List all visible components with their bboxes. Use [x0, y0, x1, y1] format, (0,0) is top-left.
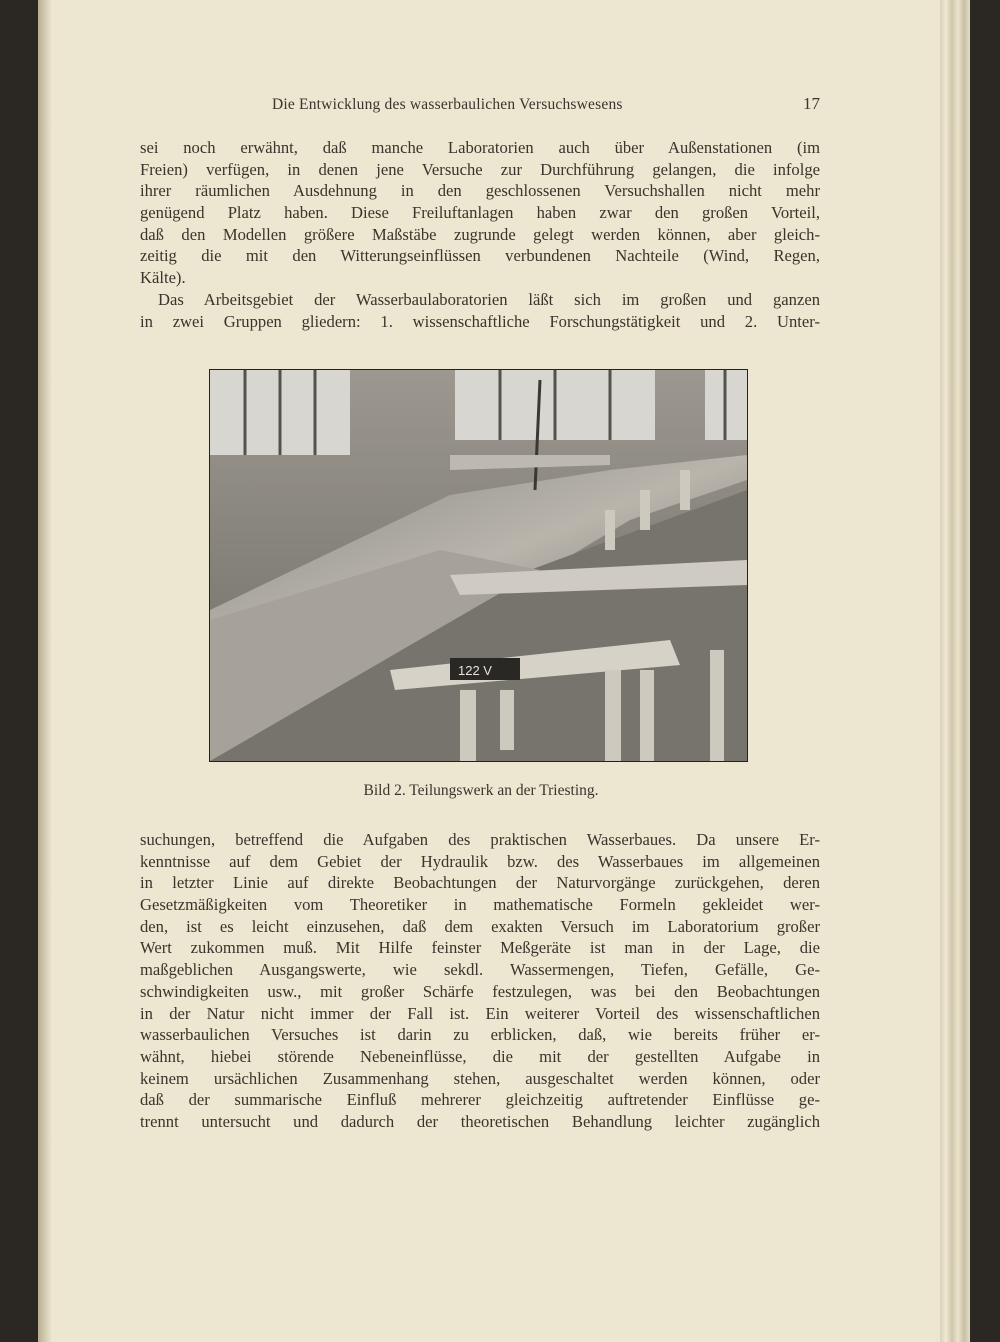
text-line: trennt untersucht und dadurch der theoretischen Behandlung leichter zugänglich: [140, 1111, 820, 1131]
text-line: schwindigkeiten usw., mit großer Schärfe festzulegen, was bei den Beobachtungen: [140, 981, 820, 1001]
page-number: 17: [803, 94, 820, 113]
text-line: wasserbaulichen Versuches ist darin zu erblicken, daß, wie bereits früher er-: [140, 1025, 820, 1045]
text-line: ihrer räumlichen Ausdehnung in den geschlossenen Versuchshallen nicht mehr: [140, 181, 820, 201]
text-line: daß der summarische Einfluß mehrerer gleichzeitig auftretender Einflüsse ge-: [140, 1090, 820, 1110]
paragraph-3: [140, 829, 820, 1133]
text-line: zeitig die mit den Witterungseinflüssen verbundenen Nachteile (Wind, Regen,: [140, 246, 820, 266]
running-title: Die Entwicklung des wasserbaulichen Versuchswesens: [272, 96, 623, 113]
text-line: genügend Platz haben. Diese Freiluftanlagen haben zwar den großen Vorteil,: [140, 203, 820, 223]
text-line: in letzter Linie auf direkte Beobachtungen der Naturvorgänge zurückgehen, deren: [140, 873, 820, 893]
text-line: daß den Modellen größere Maßstäbe zugrunde gelegt werden können, aber gleich-: [140, 224, 820, 244]
page-edges: [940, 0, 970, 1342]
text-line: in der Natur nicht immer der Fall ist. Ein weiterer Vorteil des wissenschaftlichen: [140, 1003, 820, 1023]
gutter-shadow: [38, 0, 52, 1342]
text-line: wähnt, hiebei störende Nebeneinflüsse, die mit der gestellten Aufgabe in: [140, 1046, 820, 1066]
text-line: Gesetzmäßigkeiten vom Theoretiker in mathematische Formeln gekleidet wer-: [140, 895, 820, 915]
text-line: maßgeblichen Ausgangswerte, wie sekdl. Wassermengen, Tiefen, Gefälle, Ge-: [140, 960, 820, 980]
paragraph-1: [140, 137, 820, 332]
photo-sign-label: 122 V: [458, 663, 492, 678]
text-line: Das Arbeitsgebiet der Wasserbaulaboratorien läßt sich im großen und ganzen: [158, 289, 820, 309]
text-line: sei noch erwähnt, daß manche Laboratorien auch über Außenstationen (im: [140, 138, 820, 157]
text-line: in zwei Gruppen gliedern: 1. wissenschaftliche Forschungstätigkeit und 2. Unter-: [140, 311, 820, 331]
laboratory-flume-photo: [210, 370, 747, 761]
text-line: kenntnisse auf dem Gebiet der Hydraulik bzw. des Wasserbaues im allgemeinen: [140, 851, 820, 871]
text-line: Kälte).: [140, 268, 186, 288]
text-line: Freien) verfügen, in denen jene Versuche zur Durchführung gelangen, die infolge: [140, 159, 820, 179]
text-line: keinem ursächlichen Zusammenhang stehen, ausgeschaltet werden können, oder: [140, 1068, 820, 1088]
figure-caption: Bild 2. Teilungswerk an der Triesting.: [363, 782, 599, 799]
text-line: suchungen, betreffend die Aufgaben des praktischen Wasserbaues. Da unsere Er-: [140, 830, 820, 849]
text-line: Wert zukommen muß. Mit Hilfe feinster Meßgeräte ist man in der Lage, die: [140, 938, 820, 958]
figure-photo: [209, 369, 748, 762]
text-line: den, ist es leicht einzusehen, daß dem exakten Versuch im Laboratorium großer: [140, 916, 820, 936]
